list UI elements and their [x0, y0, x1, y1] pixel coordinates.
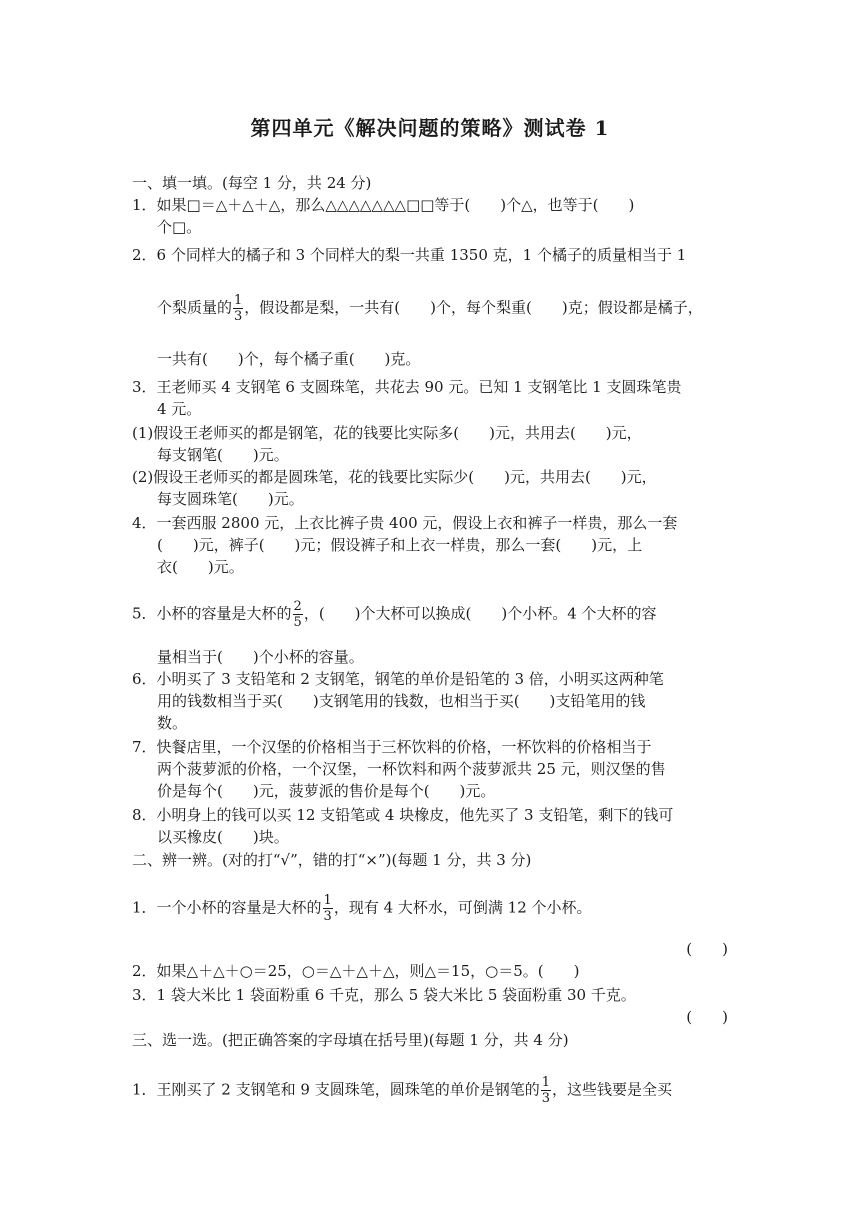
fraction: $\frac{1}{3}$ — [541, 1075, 550, 1106]
fraction: $\frac{2}{5}$ — [293, 599, 302, 630]
choose-question-1-line-1: 1．王刚买了 2 支钢笔和 9 支圆珠笔，圆珠笔的单价是钢笔的 $\frac{1}{3}$ ，这些钱要是全买 — [132, 1075, 673, 1106]
question-3-part-1-line-1: (1)假设王老师买的都是钢笔，花的钱要比实际多( )元，共用去( )元， — [132, 424, 642, 442]
question-8-line-1: 8．小明身上的钱可以买 12 支铅笔或 4 块橡皮，他先买了 3 支铅笔，剩下的钱可 — [132, 806, 674, 824]
question-1-line-1: 1．如果□＝△＋△＋△，那么△△△△△△△□□等于( )个△，也等于( ) — [132, 196, 635, 214]
question-6-line-3: 数。 — [157, 714, 188, 732]
question-2-line-1: 2．6 个同样大的橘子和 3 个同样大的梨一共重 1350 克，1 个橘子的质量相当于 1 — [132, 246, 687, 264]
question-6-line-1: 6．小明买了 3 支铅笔和 2 支钢笔，钢笔的单价是铅笔的 3 倍，小明买这两种笔 — [132, 670, 664, 688]
section-heading-choose: 三、选一选。(把正确答案的字母填在括号里)(每题 1 分，共 4 分) — [132, 1031, 569, 1049]
question-4-line-2: ( )元，裤子( )元；假设裤子和上衣一样贵，那么一套( )元，上 — [157, 536, 643, 554]
judge-question-3-answer-paren: ( ) — [686, 1008, 728, 1026]
question-7-line-3: 价是每个( )元，菠萝派的售价是每个( )元。 — [157, 782, 496, 800]
question-4-line-3: 衣( )元。 — [157, 558, 244, 576]
question-4-line-1: 4．一套西服 2800 元，上衣比裤子贵 400 元，假设上衣和裤子一样贵，那么一套 — [132, 514, 678, 532]
question-5-line-2: 量相当于( )个小杯的容量。 — [157, 648, 364, 666]
question-3-line-1: 3．王老师买 4 支钢笔 6 支圆珠笔，共花去 90 元。已知 1 支钢笔比 1 支圆珠笔贵 — [132, 378, 682, 396]
question-7-line-2: 两个菠萝派的价格，一个汉堡，一杯饮料和两个菠萝派共 25 元，则汉堡的售 — [157, 760, 666, 778]
question-2-line-2: 个梨质量的 $\frac{1}{3}$ ，假设都是梨，一共有( )个，每个梨重( )克；假设都是橘子， — [157, 293, 703, 324]
section-heading-fill: 一、填一填。(每空 1 分，共 24 分) — [132, 174, 372, 192]
fraction: $\frac{1}{3}$ — [234, 293, 243, 324]
question-3-part-2-line-1: (2)假设王老师买的都是圆珠笔，花的钱要比实际少( )元，共用去( )元， — [132, 468, 657, 486]
question-5-line-1: 5．小杯的容量是大杯的 $\frac{2}{5}$ ，( )个大杯可以换成( )个小杯。4 个大杯的容 — [132, 599, 657, 630]
page-title: 第四单元《解决问题的策略》测试卷 1 — [250, 116, 610, 140]
question-6-line-2: 用的钱数相当于买( )支钢笔用的钱数，也相当于买( )支铅笔用的钱 — [157, 692, 646, 710]
judge-question-1-answer-paren: ( ) — [686, 940, 728, 958]
question-7-line-1: 7．快餐店里，一个汉堡的价格相当于三杯饮料的价格，一杯饮料的价格相当于 — [132, 738, 652, 756]
judge-question-1: 1．一个小杯的容量是大杯的 $\frac{1}{3}$ ，现有 4 大杯水，可倒满 12 个小杯。 — [132, 893, 592, 924]
question-8-line-2: 以买橡皮( )块。 — [157, 828, 289, 846]
judge-question-2: 2．如果△＋△＋○＝25，○＝△＋△＋△，则△＝15，○＝5。( ) — [132, 962, 580, 980]
fraction: $\frac{1}{3}$ — [323, 893, 332, 924]
question-3-line-2: 4 元。 — [157, 400, 202, 418]
question-3-part-1-line-2: 每支钢笔( )元。 — [157, 446, 289, 464]
judge-question-3: 3．1 袋大米比 1 袋面粉重 6 千克，那么 5 袋大米比 5 袋面粉重 30 千克。 — [132, 986, 636, 1004]
question-1-line-2: 个□。 — [157, 218, 202, 236]
question-3-part-2-line-2: 每支圆珠笔( )元。 — [157, 490, 304, 508]
question-2-line-3: 一共有( )个，每个橘子重( )克。 — [157, 350, 421, 368]
section-heading-judge: 二、辨一辨。(对的打“√”，错的打“×”)(每题 1 分，共 3 分) — [132, 851, 532, 869]
